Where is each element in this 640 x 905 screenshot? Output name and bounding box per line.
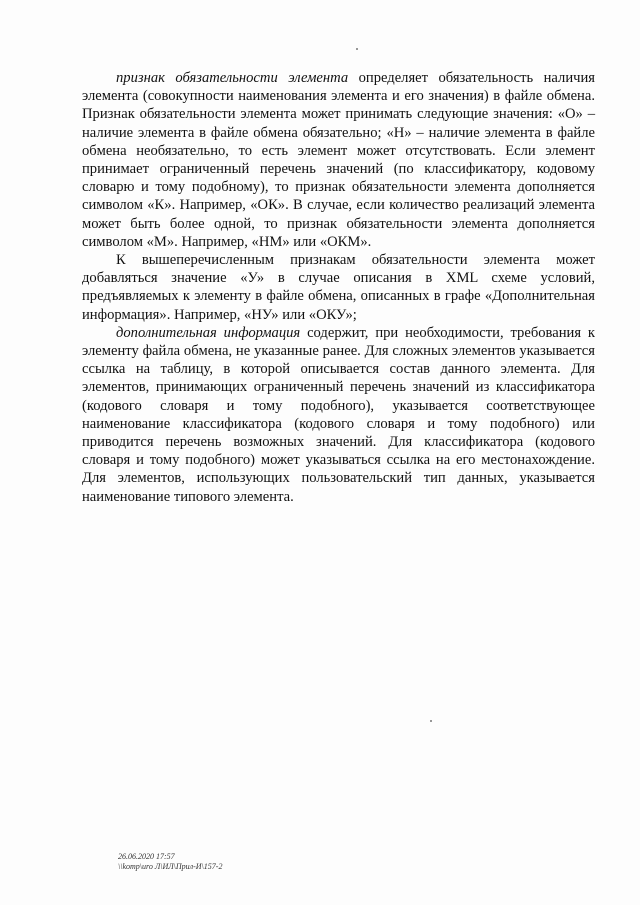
term-mandatory-attribute: признак обязательности элемента	[116, 70, 349, 86]
footer-file-path: \\komp\uro Л\ИЛ\Прил-И\157-2	[118, 862, 223, 871]
term-additional-info: дополнительная информация	[116, 324, 301, 341]
scan-speck	[430, 720, 432, 722]
paragraph-text: содержит, при необходимости, требования к элементу файла обмена, не указанные ранее. Для сложных элементов указывается ссылка на таблицу, в которой описывается состав данного элемента. Для элементов, принимающих ограниченный перечень значений из классификатора (кодового словаря и тому подобного), указывается соответствующее наименование классификатора (кодового словаря и тому подобного) или приводится перечень возможных значений. Для классификатора (кодового словаря и тому подобного) может указываться ссылка на его местонахождение. Для элементов, использующих пользовательский тип данных, указывается наименование типового элемента.	[82, 324, 595, 505]
footer-stamp	[118, 852, 222, 872]
paragraph-additional-info	[82, 324, 595, 506]
paragraph-text: определяет обязательность наличия элемента (совокупности наименования элемента и его значения) в файле обмена. Признак обязательности элемента может принимать следующие значения: «О» – наличие элемента в файле обмена обязательно; «Н» – наличие элемента в файле обмена необязательно, то есть элемент может отсутствовать. Если элемент принимает ограниченный перечень значений (по классификатору, кодовому словарю и тому подобному), то признак обязательности элемента дополняется символом «К». Например, «ОК». В случае, если количество реализаций элемента может быть более одной, то признак обязательности элемента дополняется символом «М». Например, «НМ» или «ОКМ».	[82, 70, 595, 250]
document-body	[82, 69, 595, 506]
paragraph-mandatory-attribute	[82, 69, 595, 251]
paragraph-text: К вышеперечисленным признакам обязательности элемента может добавляться значение «У» в случае описания в XML схеме условий, предъявляемых к элементу в файле обмена, описанных в графе «Дополнительная информация». Например, «НУ» или «ОКУ»;	[82, 252, 595, 323]
footer-timestamp: 26.06.2020 17:57	[118, 852, 175, 861]
scan-speck	[356, 48, 358, 50]
paragraph-additional-value	[82, 251, 595, 324]
